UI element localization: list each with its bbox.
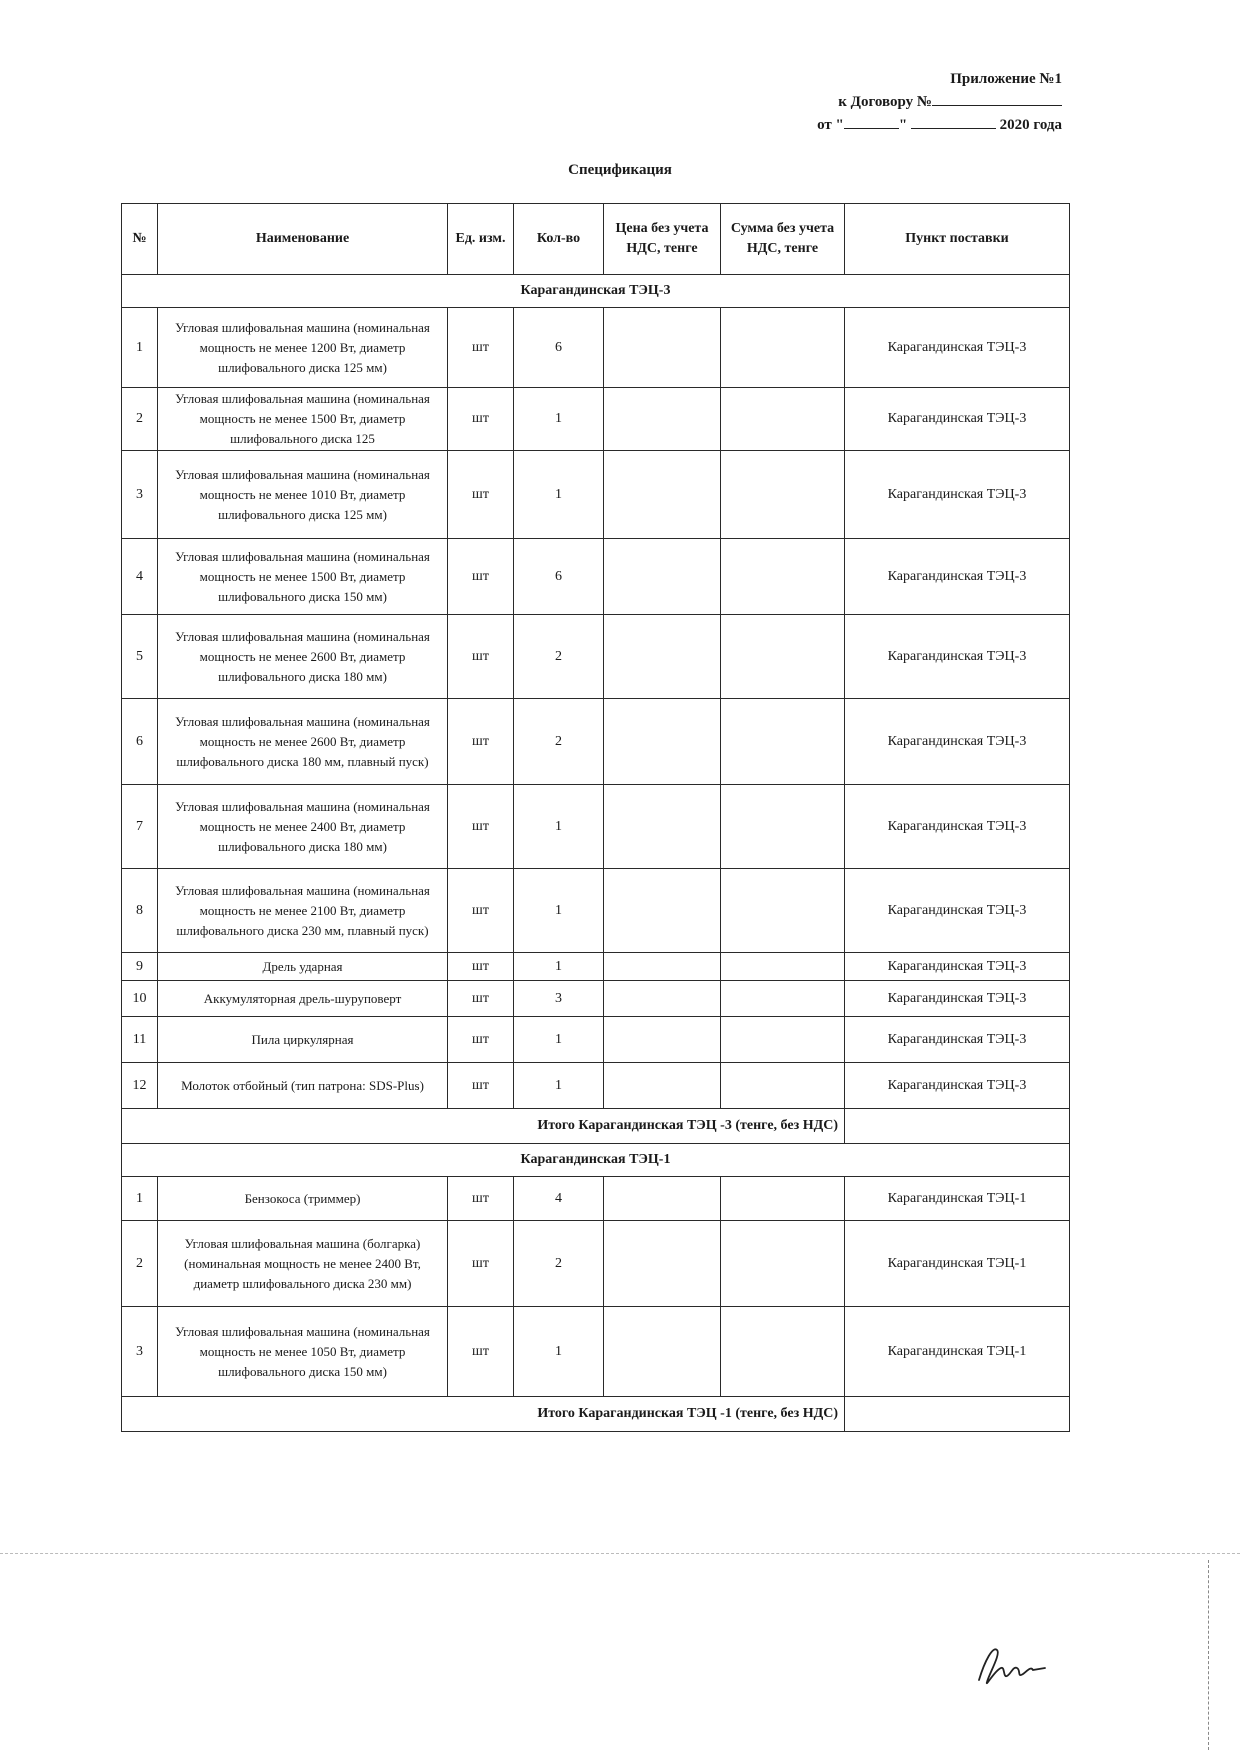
cell-price xyxy=(604,953,721,981)
cell-name: Бензокоса (триммер) xyxy=(158,1177,448,1221)
cell-delivery: Карагандинская ТЭЦ-3 xyxy=(845,785,1070,869)
table-row xyxy=(122,981,1070,1017)
cell-delivery: Карагандинская ТЭЦ-1 xyxy=(845,1221,1070,1307)
cell-sum xyxy=(721,1017,845,1063)
cell-qty: 4 xyxy=(514,1177,604,1221)
cell-name: Угловая шлифовальная машина (номинальная мощность не менее 2100 Вт, диаметр шлифовального диска 230 мм, плавный пуск) xyxy=(158,869,448,953)
table-header-row xyxy=(122,204,1070,275)
cell-name: Угловая шлифовальная машина (номинальная мощность не менее 1200 Вт, диаметр шлифовального диска 125 мм) xyxy=(158,308,448,388)
cell-price xyxy=(604,1177,721,1221)
cell-delivery: Карагандинская ТЭЦ-3 xyxy=(845,953,1070,981)
col-name-header: Наименование xyxy=(158,204,448,275)
cell-unit: шт xyxy=(448,1017,514,1063)
cell-price xyxy=(604,699,721,785)
scan-edge-line xyxy=(0,1553,1240,1554)
cell-name: Дрель ударная xyxy=(158,953,448,981)
cell-unit: шт xyxy=(448,785,514,869)
page-title: Спецификация xyxy=(568,162,672,178)
cell-num: 1 xyxy=(122,1177,158,1221)
cell-name: Угловая шлифовальная машина (болгарка) (номинальная мощность не менее 2400 Вт, диаметр шлифовального диска 230 мм) xyxy=(158,1221,448,1307)
cell-delivery: Карагандинская ТЭЦ-1 xyxy=(845,1177,1070,1221)
cell-qty: 6 xyxy=(514,308,604,388)
cell-num: 3 xyxy=(122,451,158,539)
cell-qty: 1 xyxy=(514,869,604,953)
cell-name: Угловая шлифовальная машина (номинальная мощность не менее 2600 Вт, диаметр шлифовального диска 180 мм) xyxy=(158,615,448,699)
cell-sum xyxy=(721,1063,845,1109)
cell-sum xyxy=(721,388,845,451)
cell-qty: 2 xyxy=(514,699,604,785)
cell-delivery: Карагандинская ТЭЦ-1 xyxy=(845,1307,1070,1397)
cell-num: 6 xyxy=(122,699,158,785)
cell-unit: шт xyxy=(448,539,514,615)
cell-delivery: Карагандинская ТЭЦ-3 xyxy=(845,539,1070,615)
cell-price xyxy=(604,451,721,539)
cell-num: 12 xyxy=(122,1063,158,1109)
cell-price xyxy=(604,1063,721,1109)
section-header-row xyxy=(122,275,1070,308)
total-label: Итого Карагандинская ТЭЦ -3 (тенге, без НДС) xyxy=(122,1109,845,1144)
col-sum-header: Сумма без учета НДС, тенге xyxy=(721,204,845,275)
cell-num: 8 xyxy=(122,869,158,953)
cell-num: 7 xyxy=(122,785,158,869)
cell-price xyxy=(604,785,721,869)
date-day-blank xyxy=(844,114,899,129)
cell-qty: 1 xyxy=(514,1063,604,1109)
table-row xyxy=(122,1177,1070,1221)
cell-sum xyxy=(721,953,845,981)
cell-price xyxy=(604,308,721,388)
cell-num: 2 xyxy=(122,1221,158,1307)
total-label: Итого Карагандинская ТЭЦ -1 (тенге, без НДС) xyxy=(122,1397,845,1432)
cell-name: Аккумуляторная дрель-шуруповерт xyxy=(158,981,448,1017)
cell-unit: шт xyxy=(448,1221,514,1307)
cell-name: Угловая шлифовальная машина (номинальная мощность не менее 1500 Вт, диаметр шлифовального диска 150 мм) xyxy=(158,539,448,615)
cell-sum xyxy=(721,451,845,539)
total-row xyxy=(122,1397,1070,1432)
cell-name: Пила циркулярная xyxy=(158,1017,448,1063)
table-row xyxy=(122,451,1070,539)
table-row xyxy=(122,785,1070,869)
cell-delivery: Карагандинская ТЭЦ-3 xyxy=(845,981,1070,1017)
cell-qty: 1 xyxy=(514,1017,604,1063)
cell-delivery: Карагандинская ТЭЦ-3 xyxy=(845,1063,1070,1109)
table-row xyxy=(122,699,1070,785)
table-row xyxy=(122,539,1070,615)
cell-sum xyxy=(721,615,845,699)
cell-sum xyxy=(721,539,845,615)
cell-unit: шт xyxy=(448,388,514,451)
contract-label: к Договору № xyxy=(838,94,932,110)
cell-sum xyxy=(721,699,845,785)
cell-delivery: Карагандинская ТЭЦ-3 xyxy=(845,451,1070,539)
specification-table xyxy=(121,203,1070,1432)
cell-price xyxy=(604,1017,721,1063)
cell-price xyxy=(604,869,721,953)
cell-sum xyxy=(721,308,845,388)
total-row xyxy=(122,1109,1070,1144)
cell-delivery: Карагандинская ТЭЦ-3 xyxy=(845,869,1070,953)
cell-sum xyxy=(721,1221,845,1307)
cell-name: Молоток отбойный (тип патрона: SDS-Plus) xyxy=(158,1063,448,1109)
cell-price xyxy=(604,539,721,615)
cell-num: 5 xyxy=(122,615,158,699)
table-row xyxy=(122,615,1070,699)
cell-name: Угловая шлифовальная машина (номинальная мощность не менее 2400 Вт, диаметр шлифовального диска 180 мм) xyxy=(158,785,448,869)
cell-qty: 6 xyxy=(514,539,604,615)
cell-unit: шт xyxy=(448,981,514,1017)
appendix-label: Приложение №1 xyxy=(950,71,1062,87)
cell-price xyxy=(604,1221,721,1307)
date-line xyxy=(817,114,1062,137)
cell-num: 4 xyxy=(122,539,158,615)
col-qty-header: Кол-во xyxy=(514,204,604,275)
cell-price xyxy=(604,1307,721,1397)
table-row xyxy=(122,869,1070,953)
cell-unit: шт xyxy=(448,1307,514,1397)
cell-delivery: Карагандинская ТЭЦ-3 xyxy=(845,1017,1070,1063)
cell-unit: шт xyxy=(448,1177,514,1221)
cell-unit: шт xyxy=(448,451,514,539)
cell-delivery: Карагандинская ТЭЦ-3 xyxy=(845,308,1070,388)
document-header xyxy=(817,68,1062,137)
cell-delivery: Карагандинская ТЭЦ-3 xyxy=(845,388,1070,451)
cell-qty: 3 xyxy=(514,981,604,1017)
cell-name: Угловая шлифовальная машина (номинальная мощность не менее 1010 Вт, диаметр шлифовального диска 125 мм) xyxy=(158,451,448,539)
cell-num: 9 xyxy=(122,953,158,981)
cell-name: Угловая шлифовальная машина (номинальная мощность не менее 2600 Вт, диаметр шлифовального диска 180 мм, плавный пуск) xyxy=(158,699,448,785)
cell-name: Угловая шлифовальная машина (номинальная мощность не менее 1050 Вт, диаметр шлифовального диска 150 мм) xyxy=(158,1307,448,1397)
cell-unit: шт xyxy=(448,699,514,785)
col-price-header: Цена без учета НДС, тенге xyxy=(604,204,721,275)
section-title: Карагандинская ТЭЦ-1 xyxy=(122,1144,1070,1177)
table-row xyxy=(122,953,1070,981)
date-suffix: 2020 года xyxy=(999,117,1062,133)
cell-price xyxy=(604,615,721,699)
cell-delivery: Карагандинская ТЭЦ-3 xyxy=(845,699,1070,785)
table-row xyxy=(122,1221,1070,1307)
cell-name: Угловая шлифовальная машина (номинальная мощность не менее 1500 Вт, диаметр шлифовального диска 125 xyxy=(158,388,448,451)
cell-num: 3 xyxy=(122,1307,158,1397)
table-row xyxy=(122,388,1070,451)
total-value xyxy=(845,1397,1070,1432)
section-header-row xyxy=(122,1144,1070,1177)
signature-icon xyxy=(975,1640,1055,1693)
table-row xyxy=(122,1063,1070,1109)
cell-qty: 1 xyxy=(514,451,604,539)
contract-number-blank xyxy=(932,91,1062,106)
cell-unit: шт xyxy=(448,615,514,699)
cell-unit: шт xyxy=(448,953,514,981)
cell-qty: 1 xyxy=(514,953,604,981)
date-mid: " xyxy=(898,117,908,133)
date-prefix: от " xyxy=(817,117,844,133)
cell-sum xyxy=(721,1307,845,1397)
table-row xyxy=(122,308,1070,388)
col-unit-header: Ед. изм. xyxy=(448,204,514,275)
cell-qty: 2 xyxy=(514,615,604,699)
section-title: Карагандинская ТЭЦ-3 xyxy=(122,275,1070,308)
scan-edge-line-right xyxy=(1208,1560,1209,1750)
table-row xyxy=(122,1017,1070,1063)
cell-unit: шт xyxy=(448,1063,514,1109)
col-delivery-header: Пункт поставки xyxy=(845,204,1070,275)
cell-price xyxy=(604,981,721,1017)
cell-unit: шт xyxy=(448,308,514,388)
cell-sum xyxy=(721,869,845,953)
cell-qty: 2 xyxy=(514,1221,604,1307)
cell-num: 11 xyxy=(122,1017,158,1063)
date-month-blank xyxy=(911,114,996,129)
cell-price xyxy=(604,388,721,451)
cell-qty: 1 xyxy=(514,1307,604,1397)
cell-sum xyxy=(721,981,845,1017)
cell-unit: шт xyxy=(448,869,514,953)
cell-qty: 1 xyxy=(514,388,604,451)
total-value xyxy=(845,1109,1070,1144)
cell-delivery: Карагандинская ТЭЦ-3 xyxy=(845,615,1070,699)
cell-qty: 1 xyxy=(514,785,604,869)
cell-num: 10 xyxy=(122,981,158,1017)
table-row xyxy=(122,1307,1070,1397)
cell-num: 1 xyxy=(122,308,158,388)
cell-num: 2 xyxy=(122,388,158,451)
cell-sum xyxy=(721,785,845,869)
col-num-header: № xyxy=(122,204,158,275)
contract-line xyxy=(817,91,1062,114)
cell-sum xyxy=(721,1177,845,1221)
